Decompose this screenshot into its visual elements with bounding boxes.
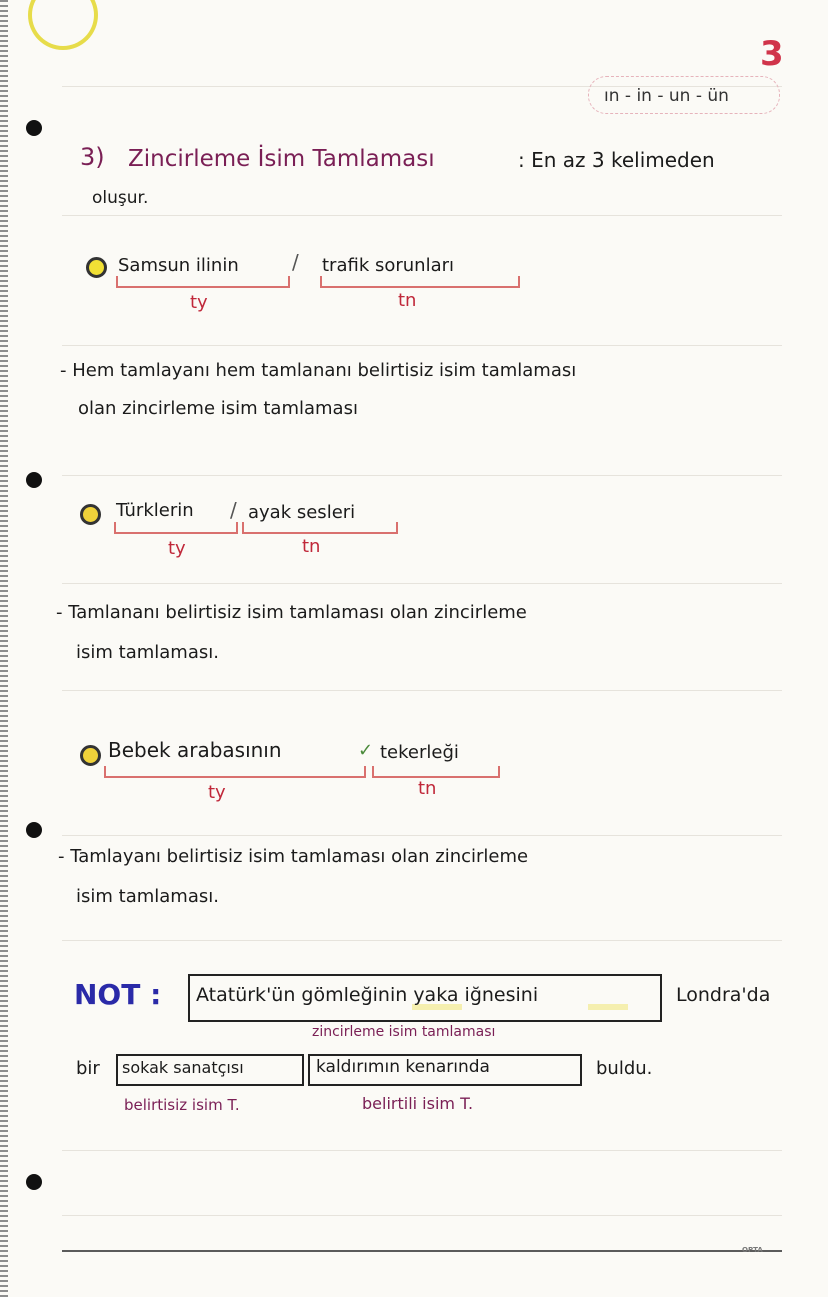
ruled-line [62, 940, 782, 941]
bracket-underline [242, 522, 398, 534]
desc3-line2: isim tamlaması. [76, 886, 219, 907]
ex3-tn-label: tn [418, 778, 437, 799]
ex3-ty-label: ty [208, 782, 226, 803]
ex1-tn-label: tn [398, 290, 417, 311]
bullet-dot-icon [80, 504, 101, 525]
ruled-line [62, 215, 782, 216]
ex2-tamlanan: ayak sesleri [248, 502, 356, 523]
note-bir: bir [76, 1058, 100, 1079]
ex2-ty-label: ty [168, 538, 186, 559]
ex1-tamlayan: Samsun ilinin [118, 255, 239, 276]
bullet-dot-icon [86, 257, 107, 278]
note-boxed-phrase: Atatürk'ün gömleğinin yaka iğnesini [196, 984, 539, 1006]
ex3-tamlayan: Bebek arabasının [108, 738, 282, 762]
punch-hole [26, 120, 42, 136]
ex1-ty-label: ty [190, 292, 208, 313]
punch-hole [26, 472, 42, 488]
desc1-line1: - Hem tamlayanı hem tamlananı belirtisiz isim tamlaması [60, 360, 577, 381]
ruled-line [62, 690, 782, 691]
note-caption-1: zincirleme isim tamlaması [312, 1024, 496, 1040]
bracket-underline [320, 276, 520, 288]
note-box2-text: sokak sanatçısı [122, 1058, 244, 1077]
heading-definition-cont: oluşur. [92, 188, 149, 208]
ex1-tamlanan: trafik sorunları [322, 255, 455, 276]
ruled-line [62, 475, 782, 476]
heading-definition: : En az 3 kelimeden [518, 148, 715, 172]
desc3-line1: - Tamlayanı belirtisiz isim tamlaması olan zincirleme [58, 846, 529, 867]
bracket-underline [114, 522, 238, 534]
bracket-underline [104, 766, 366, 778]
note-box3-text: kaldırımın kenarında [316, 1057, 490, 1077]
ruled-line [62, 583, 782, 584]
ruled-line [62, 1215, 782, 1216]
punch-hole [26, 1174, 42, 1190]
desc2-line1: - Tamlananı belirtisiz isim tamlaması olan zincirleme [56, 602, 527, 623]
slash-divider: / [230, 498, 237, 522]
ruled-line [62, 1150, 782, 1151]
spiral-binding [0, 0, 8, 1297]
punch-hole [26, 822, 42, 838]
bullet-dot-icon [80, 745, 101, 766]
ex2-tamlayan: Türklerin [116, 500, 194, 521]
ex3-tamlanan: tekerleği [380, 742, 459, 763]
heading-title: Zincirleme İsim Tamlaması [128, 146, 435, 172]
note-end: buldu. [596, 1058, 653, 1079]
desc1-line2: olan zincirleme isim tamlaması [78, 398, 358, 419]
page-number: 3 [760, 34, 784, 74]
note-caption-2: belirtisiz isim T. [124, 1096, 240, 1114]
paper-clip-icon [28, 0, 98, 50]
note-label: NOT : [74, 978, 162, 1011]
note-caption-3: belirtili isim T. [362, 1094, 474, 1113]
suffix-note: ın - in - un - ün [604, 86, 729, 106]
bracket-underline [372, 766, 500, 778]
slash-divider: / [292, 250, 299, 274]
bracket-underline [116, 276, 290, 288]
check-mark-icon: ✓ [358, 740, 374, 761]
bottom-rule [62, 1250, 782, 1252]
note-after: Londra'da [676, 984, 771, 1006]
ruled-line [62, 835, 782, 836]
ex2-tn-label: tn [302, 536, 321, 557]
heading-number: 3) [80, 143, 105, 171]
highlight-mark [588, 1004, 628, 1010]
desc2-line2: isim tamlaması. [76, 642, 219, 663]
brand-logo: OPTA [742, 1246, 763, 1254]
ruled-line [62, 345, 782, 346]
